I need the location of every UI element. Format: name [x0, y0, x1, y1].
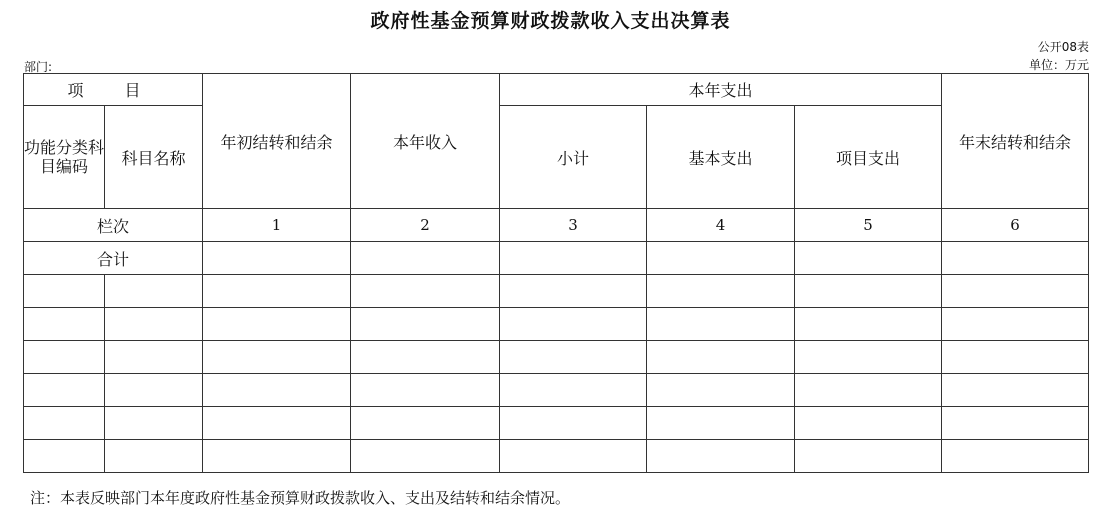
column-number: 3	[500, 209, 647, 242]
cell	[942, 341, 1089, 374]
cell	[942, 440, 1089, 473]
table-row	[24, 275, 1089, 308]
cell	[24, 308, 105, 341]
column-number: 6	[942, 209, 1089, 242]
cell	[24, 341, 105, 374]
column-index-label: 栏次	[24, 209, 203, 242]
cell	[795, 308, 942, 341]
cell	[795, 341, 942, 374]
cell	[795, 440, 942, 473]
cell	[500, 308, 647, 341]
form-number: 公开08表	[1037, 40, 1089, 54]
cell	[795, 407, 942, 440]
header-row-1	[24, 74, 1089, 106]
header-subject-name: 科目名称	[105, 106, 203, 209]
cell	[795, 242, 942, 275]
cell	[351, 407, 500, 440]
cell	[795, 275, 942, 308]
header-project: 项目支出	[795, 106, 942, 209]
cell	[942, 308, 1089, 341]
cell	[203, 308, 351, 341]
header-row-2	[24, 106, 1089, 209]
cell	[500, 440, 647, 473]
cell	[203, 407, 351, 440]
column-index-row	[24, 209, 1089, 242]
table-row	[24, 308, 1089, 341]
cell	[105, 275, 203, 308]
header-subtotal: 小计	[500, 106, 647, 209]
column-number: 4	[647, 209, 795, 242]
cell	[647, 440, 795, 473]
cell	[500, 242, 647, 275]
cell	[203, 374, 351, 407]
cell	[105, 308, 203, 341]
cell	[351, 308, 500, 341]
cell	[351, 341, 500, 374]
cell	[351, 275, 500, 308]
column-number: 5	[795, 209, 942, 242]
header-item	[24, 74, 203, 106]
cell	[203, 275, 351, 308]
header-function-code: 功能分类科目编码	[24, 106, 105, 209]
department-label: 部门:	[24, 60, 53, 74]
header-income: 本年收入	[351, 74, 500, 209]
cell	[203, 242, 351, 275]
table-row	[24, 440, 1089, 473]
cell	[351, 374, 500, 407]
cell	[24, 275, 105, 308]
header-expenditure: 本年支出	[500, 74, 942, 106]
cell	[795, 374, 942, 407]
cell	[500, 374, 647, 407]
cell	[647, 242, 795, 275]
header-basic: 基本支出	[647, 106, 795, 209]
cell	[105, 374, 203, 407]
cell	[647, 308, 795, 341]
cell	[351, 440, 500, 473]
cell	[647, 374, 795, 407]
cell	[24, 440, 105, 473]
page-title: 政府性基金预算财政拨款收入支出决算表	[370, 10, 731, 32]
cell	[203, 341, 351, 374]
cell	[351, 242, 500, 275]
cell	[942, 407, 1089, 440]
cell	[942, 242, 1089, 275]
header-end-balance: 年末结转和结余	[942, 74, 1089, 209]
budget-table	[23, 73, 1089, 473]
unit-label: 单位：万元	[1028, 58, 1089, 72]
cell	[942, 374, 1089, 407]
table-row	[24, 341, 1089, 374]
cell	[24, 374, 105, 407]
cell	[105, 407, 203, 440]
cell	[647, 275, 795, 308]
column-number: 1	[203, 209, 351, 242]
cell	[105, 341, 203, 374]
cell	[647, 341, 795, 374]
cell	[203, 440, 351, 473]
cell	[105, 440, 203, 473]
total-label: 合计	[24, 242, 203, 275]
footnote: 注：本表反映部门本年度政府性基金预算财政拨款收入、支出及结转和结余情况。	[30, 489, 571, 507]
cell	[500, 407, 647, 440]
cell	[500, 275, 647, 308]
total-row	[24, 242, 1089, 275]
table-row	[24, 407, 1089, 440]
table-row	[24, 374, 1089, 407]
header-item-text: 项 目	[67, 81, 159, 100]
cell	[647, 407, 795, 440]
header-begin-balance: 年初结转和结余	[203, 74, 351, 209]
cell	[942, 275, 1089, 308]
column-number: 2	[351, 209, 500, 242]
cell	[500, 341, 647, 374]
cell	[24, 407, 105, 440]
